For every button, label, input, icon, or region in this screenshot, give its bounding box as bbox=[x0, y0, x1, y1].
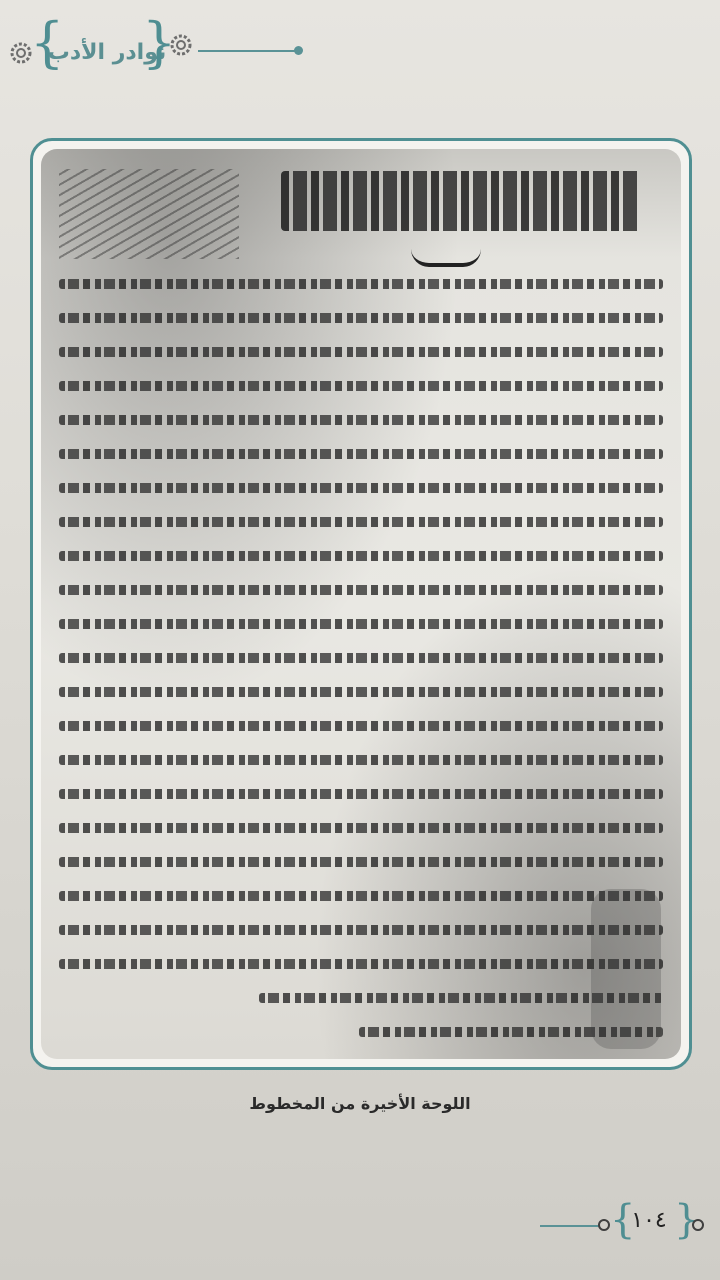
ring-icon bbox=[692, 1219, 704, 1231]
header-rule-dot bbox=[294, 46, 303, 55]
manuscript-image bbox=[41, 149, 681, 1059]
manuscript-text-lines bbox=[59, 279, 663, 999]
page-header bbox=[8, 11, 720, 84]
book-title: نوادر الأدب bbox=[47, 39, 167, 65]
manuscript-margin-note bbox=[59, 169, 239, 259]
manuscript-separator bbox=[411, 249, 481, 267]
page-number-footer bbox=[540, 1197, 720, 1250]
right-brace-icon: } bbox=[142, 11, 177, 74]
page-number: ١٠٤ bbox=[631, 1208, 667, 1233]
left-brace-icon: { bbox=[30, 11, 65, 74]
ring-icon bbox=[598, 1219, 610, 1231]
header-rule bbox=[198, 50, 298, 52]
gear-icon bbox=[168, 32, 194, 58]
footer-rule bbox=[540, 1225, 600, 1227]
left-brace-icon: { bbox=[610, 1197, 636, 1243]
manuscript-frame bbox=[30, 138, 692, 1070]
manuscript-stain bbox=[591, 889, 661, 1049]
right-brace-icon: } bbox=[674, 1197, 700, 1243]
figure-caption: اللوحة الأخيرة من المخطوط bbox=[249, 1094, 471, 1113]
manuscript-heading-text bbox=[281, 171, 641, 231]
